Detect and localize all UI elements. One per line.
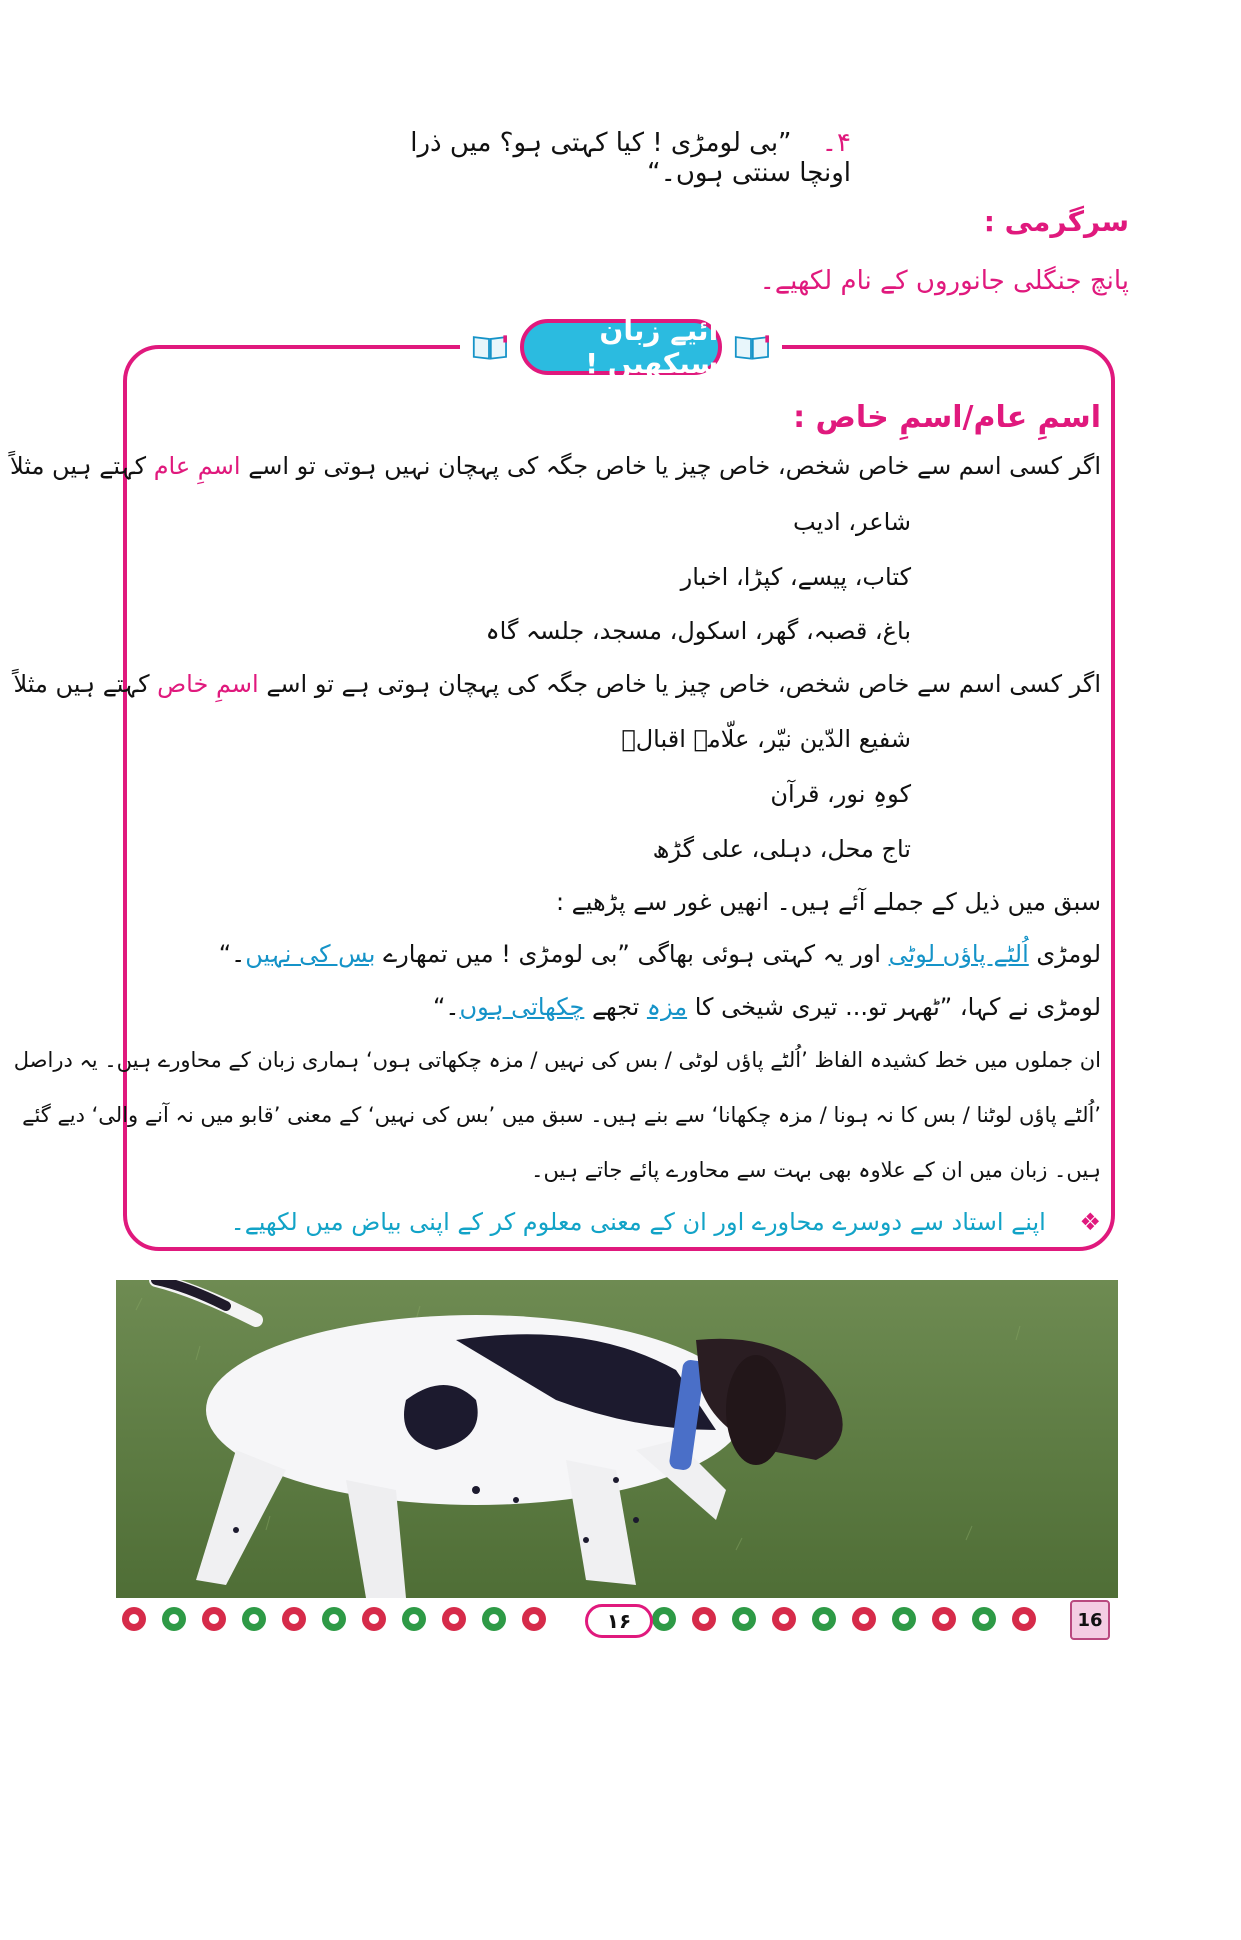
example-line: تاج محل، دہلی، علی گڑھ [652,835,911,863]
section-heading: اسمِ عام/اسمِ خاص : [793,400,1101,435]
definition-text: کہتے ہیں مثلاً [10,452,147,480]
common-noun-term: اسمِ عام [153,452,241,480]
proper-noun-definition [13,670,1101,698]
activity-title: سرگرمی : [983,205,1129,238]
explanation-line: ’اُلٹے پاؤں لوٹنا / بس کا نہ ہونا / مزہ چکھانا‘ سے بنے ہیں۔ سبق میں ’بس کی نہیں‘ کے معنی ’قابو میں نہ آنے والی‘ دیے گئے [22,1103,1101,1127]
task-text: اپنے استاد سے دوسرے محاورے اور ان کے معنی معلوم کر کے اپنی بیاض میں لکھیے۔ [230,1208,1046,1236]
page-number: 16 [1070,1600,1110,1640]
idiom-underlined: مزہ [646,993,688,1021]
example-sentence-1 [219,940,1101,968]
book-icon [472,332,508,362]
lesson-banner [460,314,782,380]
question-text: ”بی لومڑی ! کیا کہتی ہو؟ میں ذرا اونچا سنتی ہوں۔“ [410,128,851,188]
task-line [231,1208,1101,1236]
bullet-icon: ❖ [1079,1208,1101,1236]
explanation-line: ان جملوں میں خط کشیدہ الفاظ ’اُلٹے پاؤں لوٹی / بس کی نہیں / مزہ چکھاتی ہوں‘ ہماری زبان کے محاورے ہیں۔ یہ دراصل [13,1048,1101,1072]
sentence-text: اور یہ کہتی ہوئی بھاگی ”بی لومڑی ! میں تمھارے [383,940,881,968]
activity-text: پانچ جنگلی جانوروں کے نام لکھیے۔ [759,266,1129,296]
sentence-text: لومڑی نے کہا، ”ٹھہر تو... تیری شیخی کا [694,993,1101,1021]
banner-title: آئیے زبان سیکھیں ! [520,319,722,375]
idiom-underlined: چکھاتی ہوں [459,993,585,1021]
example-line: باغ، قصبہ، گھر، اسکول، مسجد، جلسہ گاہ [485,617,911,645]
example-sentence-2 [433,993,1101,1021]
sentence-text: ۔“ [218,940,246,968]
definition-text: اگر کسی اسم سے خاص شخص، خاص چیز یا خاص جگہ کی پہچان نہیں ہوتی تو اسے [248,452,1101,480]
example-line: کوہِ نور، قرآن [770,780,911,808]
sentence-text: لومڑی [1036,940,1101,968]
page-number-urdu: ۱۶ [585,1604,653,1638]
proper-noun-term: اسمِ خاص [157,670,259,698]
example-line: کتاب، پیسے، کپڑا، اخبار [680,563,911,591]
book-icon [734,332,770,362]
sentence-text: ۔“ [432,993,460,1021]
dog-illustration [116,1280,1118,1598]
example-line: شفیع الدّین نیّر، علّامہ اقبالؔ [621,725,911,753]
question-number: ۴۔ [821,128,851,158]
definition-text: کہتے ہیں مثلاً [13,670,150,698]
explanation-line: ہیں۔ زبان میں ان کے علاوہ بھی بہت سے محاورے پائے جاتے ہیں۔ [531,1158,1101,1182]
definition-text: اگر کسی اسم سے خاص شخص، خاص چیز یا خاص جگہ کی پہچان ہوتی ہے تو اسے [266,670,1101,698]
intro-line: سبق میں ذیل کے جملے آئے ہیں۔ انھیں غور سے پڑھیے : [555,888,1101,916]
common-noun-definition [10,452,1101,480]
example-line: شاعر، ادیب [793,508,911,536]
idiom-underlined: بس کی نہیں [245,940,376,968]
idiom-underlined: اُلٹے پاؤں لوٹی [888,940,1029,968]
sentence-text: تجھے [591,993,640,1021]
question-4 [351,128,851,188]
